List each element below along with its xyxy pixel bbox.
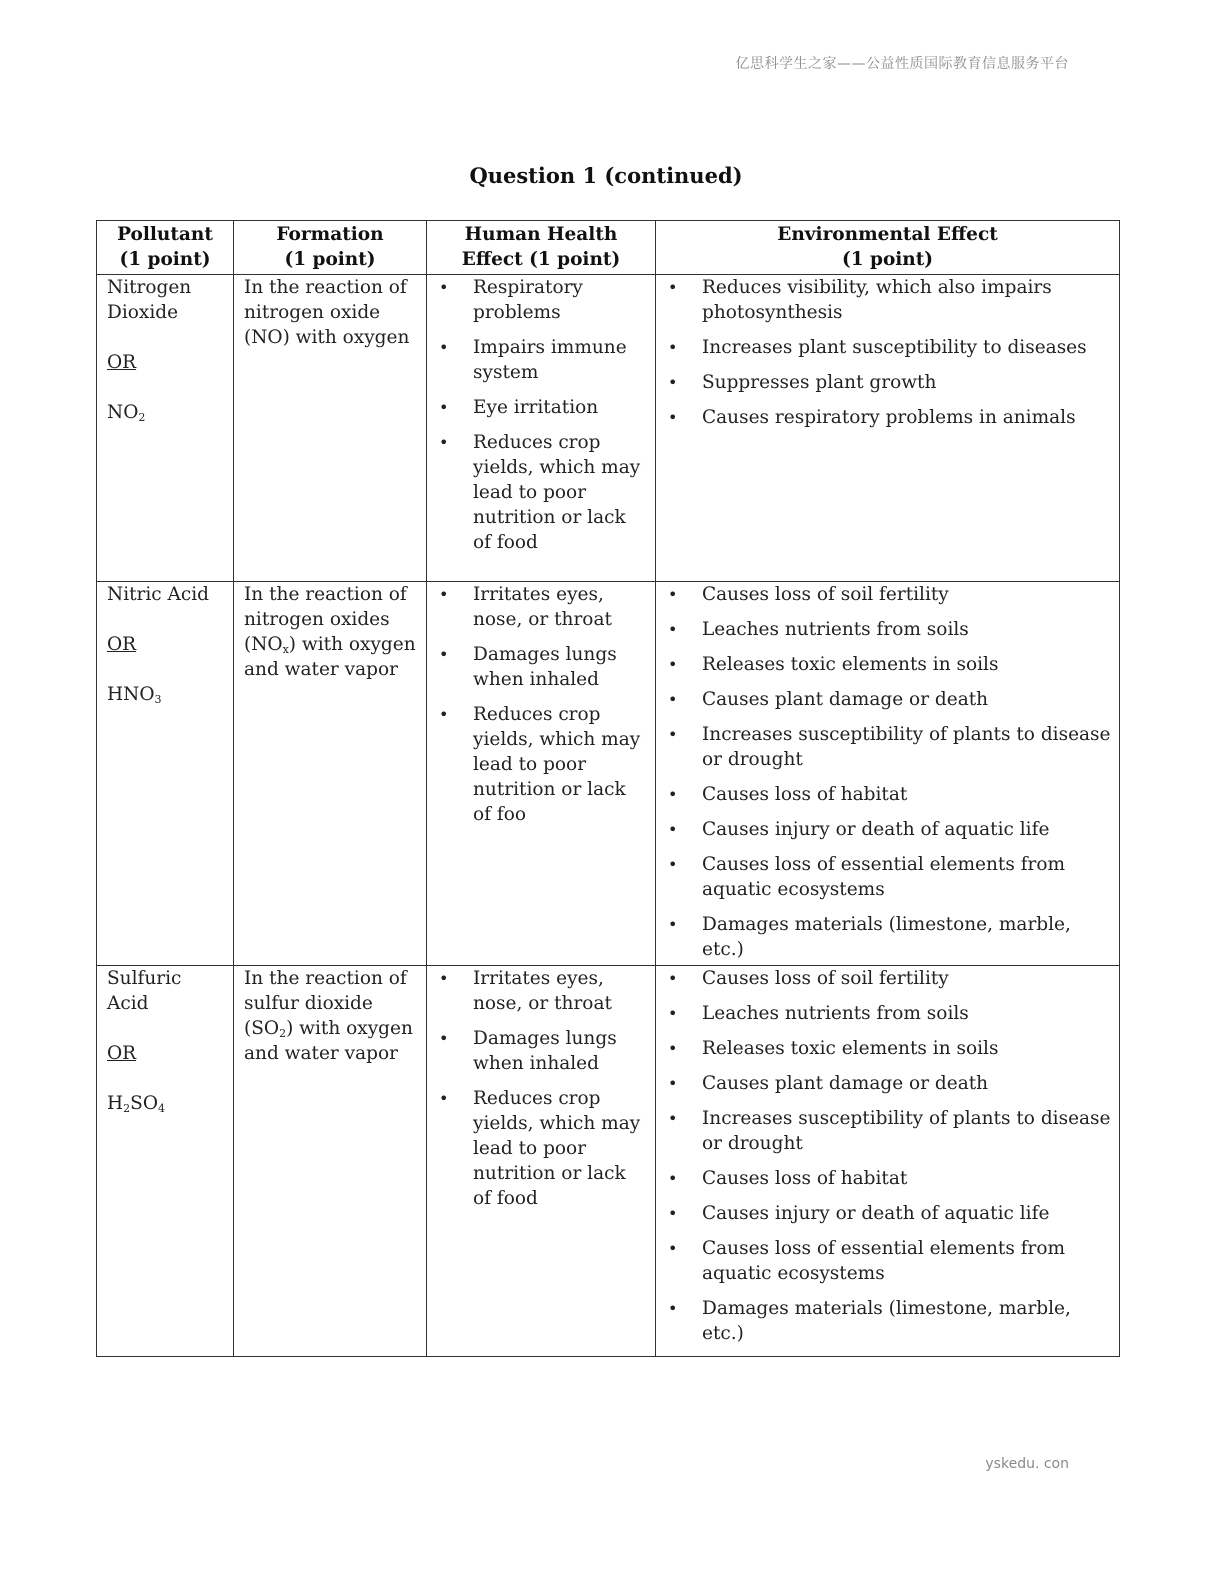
- formation-text: In the reaction of sulfur dioxide $(SO_2)$ with oxygen and water vapor: [244, 968, 413, 1064]
- pollutant-cell: [97, 582, 234, 966]
- chemical-formula: $NO_2$: [107, 402, 146, 424]
- formation-text: In the reaction of nitrogen oxide (NO) with oxygen: [244, 277, 410, 348]
- table-row: [97, 582, 1120, 966]
- header-formation-line1: Formation: [276, 224, 384, 245]
- environmental-effect-cell: [656, 582, 1120, 966]
- list-item: • Reduces visibility, which also impairs photosynthesis: [666, 275, 1113, 325]
- pollutant-cell: [97, 275, 234, 582]
- list-item: • Causes loss of essential elements from aquatic ecosystems: [666, 852, 1113, 902]
- header-pollutant-line2: (1 point): [119, 249, 211, 270]
- or-label: OR: [107, 352, 137, 373]
- list-item: • Causes injury or death of aquatic life: [666, 817, 1113, 842]
- list-item: • Causes loss of essential elements from aquatic ecosystems: [666, 1236, 1113, 1286]
- list-item: • Increases susceptibility of plants to disease or drought: [666, 1106, 1113, 1156]
- list-item: • Impairs immune system: [437, 335, 649, 385]
- header-watermark: 亿思科学生之家——公益性质国际教育信息服务平台: [735, 56, 1069, 72]
- pollutant-name: Nitrogen: [107, 277, 192, 298]
- list-item: • Damages materials (limestone, marble, etc.): [666, 912, 1113, 962]
- header-environmental-effect: [656, 221, 1120, 275]
- table-row: [97, 275, 1120, 582]
- list-item: • Causes plant damage or death: [666, 687, 1113, 712]
- header-env-line1: Environmental Effect: [777, 224, 998, 245]
- page-title: Question 1 (continued): [469, 163, 743, 188]
- list-item: • Causes loss of habitat: [666, 1166, 1113, 1191]
- footer-watermark: yskedu. con: [985, 1456, 1069, 1472]
- header-pollutant-line1: Pollutant: [117, 224, 213, 245]
- chemical-formula: $HNO_3$: [107, 684, 162, 706]
- list-item: • Eye irritation: [437, 395, 649, 420]
- health-effect-cell: [427, 275, 656, 582]
- pollutant-name: Sulfuric: [107, 968, 182, 989]
- list-item: • Increases susceptibility of plants to disease or drought: [666, 722, 1113, 772]
- formation-cell: [234, 275, 427, 582]
- list-item: • Increases plant susceptibility to diseases: [666, 335, 1113, 360]
- list-item: • Releases toxic elements in soils: [666, 1036, 1113, 1061]
- table-header-row: [97, 221, 1120, 275]
- formation-cell: [234, 582, 427, 966]
- list-item: • Damages lungs when inhaled: [437, 642, 649, 692]
- list-item: • Causes plant damage or death: [666, 1071, 1113, 1096]
- formation-text: In the reaction of nitrogen oxides $(NO_x)$ with oxygen and water vapor: [244, 584, 416, 680]
- environmental-effect-cell: [656, 275, 1120, 582]
- list-item: • Irritates eyes, nose, or throat: [437, 582, 649, 632]
- pollutant-name-line2: Acid: [107, 993, 149, 1014]
- chemical-formula: $H_2SO_4$: [107, 1093, 165, 1115]
- list-item: • Leaches nutrients from soils: [666, 617, 1113, 642]
- list-item: • Respiratory problems: [437, 275, 649, 325]
- list-item: • Causes injury or death of aquatic life: [666, 1201, 1113, 1226]
- list-item: • Causes loss of habitat: [666, 782, 1113, 807]
- header-health-line2: Effect (1 point): [461, 249, 621, 270]
- list-item: • Leaches nutrients from soils: [666, 1001, 1113, 1026]
- list-item: • Releases toxic elements in soils: [666, 652, 1113, 677]
- pollutant-name-line2: Dioxide: [107, 302, 179, 323]
- list-item: • Damages materials (limestone, marble, etc.): [666, 1296, 1113, 1346]
- list-item: • Causes loss of soil fertility: [666, 966, 1113, 991]
- pollutant-name: Nitric Acid: [107, 584, 210, 605]
- header-formation: [234, 221, 427, 275]
- list-item: • Suppresses plant growth: [666, 370, 1113, 395]
- health-effect-cell: [427, 966, 656, 1357]
- header-pollutant: [97, 221, 234, 275]
- list-item: • Reduces crop yields, which may lead to poor nutrition or lack of foo: [437, 702, 649, 827]
- list-item: • Damages lungs when inhaled: [437, 1026, 649, 1076]
- header-health-line1: Human Health: [464, 224, 618, 245]
- or-label: OR: [107, 634, 137, 655]
- or-label: OR: [107, 1043, 137, 1064]
- table-row: [97, 966, 1120, 1357]
- list-item: • Causes respiratory problems in animals: [666, 405, 1113, 430]
- pollutant-cell: [97, 966, 234, 1357]
- list-item: • Reduces crop yields, which may lead to poor nutrition or lack of food: [437, 1086, 649, 1211]
- list-item: • Irritates eyes, nose, or throat: [437, 966, 649, 1016]
- list-item: • Causes loss of soil fertility: [666, 582, 1113, 607]
- header-formation-line2: (1 point): [284, 249, 376, 270]
- header-human-health: [427, 221, 656, 275]
- list-item: • Reduces crop yields, which may lead to poor nutrition or lack of food: [437, 430, 649, 555]
- formation-cell: [234, 966, 427, 1357]
- environmental-effect-cell: [656, 966, 1120, 1357]
- health-effect-cell: [427, 582, 656, 966]
- rubric-table: [96, 220, 1120, 1357]
- header-env-line2: (1 point): [841, 249, 934, 270]
